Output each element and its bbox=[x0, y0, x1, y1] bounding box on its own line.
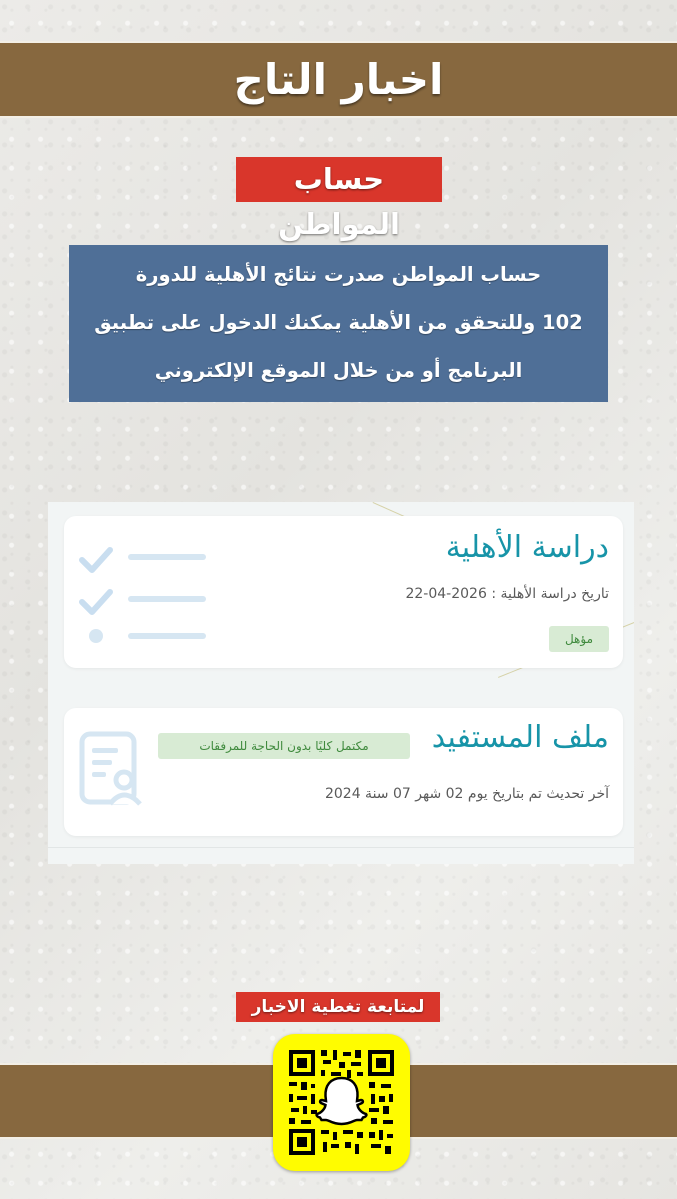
eligibility-date: تاريخ دراسة الأهلية : 2026-04-22 bbox=[405, 586, 609, 602]
checklist-icon bbox=[78, 538, 218, 658]
follow-label: لمتابعة تغطية الاخبار bbox=[236, 992, 440, 1022]
eligibility-title: دراسة الأهلية bbox=[445, 530, 609, 565]
news-box bbox=[69, 245, 608, 402]
beneficiary-file-card[interactable] bbox=[64, 708, 623, 836]
header-band bbox=[0, 41, 677, 118]
profile-document-icon bbox=[78, 730, 148, 810]
section-label: حساب المواطن bbox=[236, 157, 442, 202]
beneficiary-file-title: ملف المستفيد bbox=[431, 720, 609, 755]
beneficiary-status-badge: مكتمل كليًا بدون الحاجة للمرفقات bbox=[158, 733, 410, 759]
qr-code-icon bbox=[285, 1046, 398, 1159]
news-line-1: حساب المواطن صدرت نتائج الأهلية للدورة bbox=[135, 263, 542, 286]
news-line-3: البرنامج أو من خلال الموقع الإلكتروني bbox=[154, 359, 523, 382]
app-screenshot bbox=[48, 502, 634, 864]
page-title: اخبار التاج bbox=[233, 55, 444, 104]
eligibility-card[interactable] bbox=[64, 516, 623, 668]
beneficiary-update-text: آخر تحديث تم بتاريخ يوم 02 شهر 07 سنة 2024 bbox=[324, 786, 609, 802]
decorative-line bbox=[48, 847, 634, 848]
news-line-2: 102 وللتحقق من الأهلية يمكنك الدخول على تطبيق bbox=[94, 311, 583, 334]
snapcode[interactable] bbox=[273, 1034, 410, 1171]
eligibility-status-badge: مؤهل bbox=[549, 626, 609, 652]
